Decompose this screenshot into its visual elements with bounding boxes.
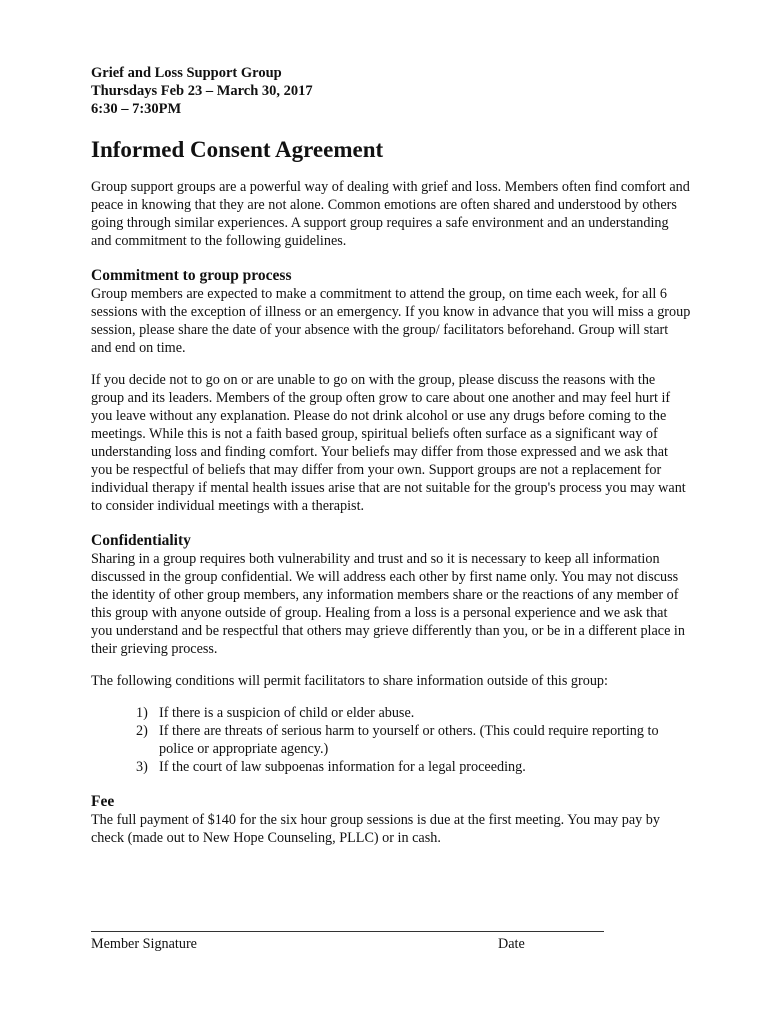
member-signature-label: Member Signature: [91, 936, 197, 952]
group-time: 6:30 – 7:30PM: [91, 101, 182, 117]
list-item-number: 1): [136, 705, 148, 721]
conditions-list: [91, 704, 691, 776]
date-label: Date: [498, 936, 525, 952]
list-item-text: If there is a suspicion of child or elder abuse.: [159, 705, 415, 721]
list-item-text: If there are threats of serious harm to yourself or others. (This could require reporting to police or appropriate agency.): [159, 723, 659, 757]
consent-document: [91, 64, 691, 847]
confidentiality-paragraph-2: The following conditions will permit facilitators to share information outside of this group:: [91, 673, 608, 689]
confidentiality-paragraph-1: Sharing in a group requires both vulnerability and trust and so it is necessary to keep all information discussed in the group confidential. We will address each other by first name only. You may not discuss the identity of other group members, any information members share or the reactions of any member of this group with anyone outside of group. Healing from a loss is a personal experience and we ask that you understand and be respectful that others may grieve differently than you, or be in a different place in their grieving process.: [91, 551, 685, 657]
commitment-paragraph-1: Group members are expected to make a commitment to attend the group, on time each week, for all 6 sessions with the exception of illness or an emergency. If you know in advance that you will miss a group session, please share the date of your absence with the group/ facilitators beforehand. Group will start and end on time.: [91, 286, 691, 356]
signature-line[interactable]: [91, 931, 604, 932]
list-item: [91, 722, 691, 758]
list-item: [91, 758, 691, 776]
list-item-number: 3): [136, 759, 148, 775]
list-item-text: If the court of law subpoenas information for a legal proceeding.: [159, 759, 526, 775]
list-item: [91, 704, 691, 722]
fee-heading: Fee: [91, 793, 115, 810]
group-dates: Thursdays Feb 23 – March 30, 2017: [91, 83, 313, 99]
commitment-heading: Commitment to group process: [91, 267, 292, 284]
commitment-paragraph-2: If you decide not to go on or are unable to go on with the group, please discuss the reasons with the group and its leaders. Members of the group often grow to care about one another and may feel hurt if you leave without any explanation. Please do not drink alcohol or use any drugs before coming to the meetings. While this is not a faith based group, spiritual beliefs often surface as a significant way of understanding loss and finding comfort. Your beliefs may differ from those expressed and we ask that you be respectful of beliefs that may differ from your own. Support groups are not a replacement for individual therapy if mental health issues arise that are not suitable for the group's process you may want to consider individual meetings with a therapist.: [91, 372, 686, 514]
confidentiality-heading: Confidentiality: [91, 532, 191, 549]
intro-paragraph: Group support groups are a powerful way of dealing with grief and loss. Members often find comfort and peace in knowing that they are not alone. Common emotions are often shared and understood by others going through similar experiences. A support group requires a safe environment and an understanding and commitment to the following guidelines.: [91, 179, 690, 249]
group-name: Grief and Loss Support Group: [91, 65, 282, 81]
fee-paragraph: The full payment of $140 for the six hour group sessions is due at the first meeting. You may pay by check (made out to New Hope Counseling, PLLC) or in cash.: [91, 812, 660, 846]
document-title: Informed Consent Agreement: [91, 137, 384, 162]
list-item-number: 2): [136, 723, 148, 739]
